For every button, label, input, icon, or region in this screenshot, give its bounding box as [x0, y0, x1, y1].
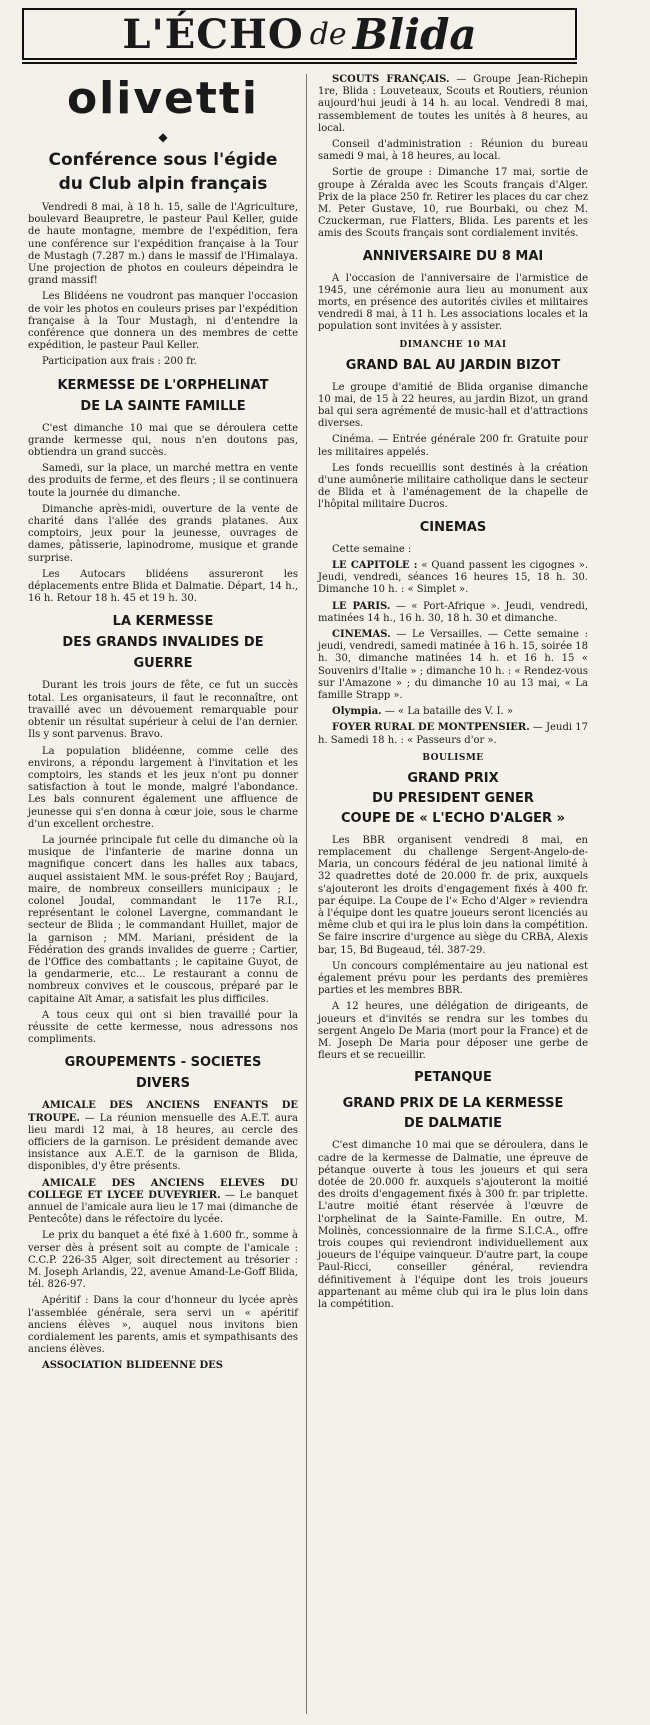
invalides-headline: [28, 611, 298, 674]
groupements-headline-line1: GROUPEMENTS - SOCIETES: [64, 1055, 262, 1071]
grand-prix-paragraph: Les BBR organisent vendredi 8 mai, en remplacement du challenge Sergent-Angelo-de-Maria, un concours fédéral de jeu national limité à 32 quadrettes doté de 20.000 fr. de prix, auxquels s'ajouteront les droits d'engagement fixés à 400 fr. par équipe. La Coupe de l'« Echo d'Alger » reviendra à l'équipe dont les quatre joueurs seront licenciés au même club et qui ira le plus loin dans la compétition. Se faire inscrire d'urgence au siège du CRBA, Alexis bar, 15, Bd Bugeaud, tél. 387-29.: [318, 834, 588, 956]
scouts-paragraph: [318, 74, 588, 135]
cinema-name: CINEMAS.: [332, 628, 391, 640]
cinema-listing: [318, 706, 588, 718]
petanque-headline: [318, 1094, 588, 1134]
cinema-listing: [318, 629, 588, 702]
anniversaire-headline: ANNIVERSAIRE DU 8 MAI: [362, 248, 544, 264]
amicale-lycee: [28, 1178, 298, 1227]
kermesse-paragraph: Les Autocars blidéens assureront les déplacements entre Blida et Dalmatie. Départ, 14 h., 16 h. Retour 18 h. 45 et 19 h. 30.: [28, 568, 298, 605]
cinema-listing: [318, 560, 588, 597]
column-separator: [306, 74, 307, 1714]
grand-prix-headline: [318, 769, 588, 829]
petanque-headline-line1: GRAND PRIX DE LA KERMESSE: [342, 1096, 564, 1112]
grand-prix-paragraph: A 12 heures, une délégation de dirigeants, de joueurs et d'invités se rendra sur les tombes du sergent Angelo De Maria (mort pour la France) et de M. Joseph De Maria pour déposer une gerbe de fleurs et se recueillir.: [318, 1001, 588, 1062]
invalides-headline-line3: GUERRE: [133, 656, 193, 672]
bal-paragraph: Les fonds recueillis sont destinés à la création d'une aumônerie militaire catholique dans le secteur de Blida et à l'aménagement de la chapelle de l'hôpital militaire Ducros.: [318, 462, 588, 511]
anniversaire-paragraph: A l'occasion de l'anniversaire de l'armistice de 1945, une cérémonie aura lieu au monument aux morts, en présence des autorités civiles et militaires vendredi 8 mai, à 11 h. Les associations locales et la population sont invitées à y assister.: [318, 272, 588, 333]
scouts-text: — Groupe Jean-Richepin 1re, Blida : Louveteaux, Scouts et Routiers, réunion aujourd'hui jeudi à 14 h. au local. Vendredi 8 mai, rassemblement de toutes les unités à 8 heures, au local.: [318, 74, 588, 134]
amicale-enfants-troupe-text: — La réunion mensuelle des A.E.T. aura lieu mardi 12 mai, à 18 heures, au cercle des officiers de la garnison. Le président demande avec insistance aux A.E.T. de la garnison de Blida, disponibles, d'y être présents.: [28, 1112, 298, 1173]
amicale-enfants-troupe-lead: AMICALE DES ANCIENS ENFANTS DE TROUPE.: [28, 1100, 298, 1124]
conference-paragraph: Vendredi 8 mai, à 18 h. 15, salle de l'Agriculture, boulevard Beaupretre, le pasteur Paul Keller, guide de haute montagne, membre de l'expédition, fera une conférence sur l'expédition française à la Tour de Mustagh (7.287 m.) dans le massif de l'Himalaya. Une projection de photos en couleurs dépeindra le grand massif!: [28, 202, 298, 287]
invalides-paragraph: La population blidéenne, comme celle des environs, a répondu largement à l'invitation et les comptoirs, les stands et les jeux n'ont pu donner satisfaction à tout le monde, malgré l'abondance. Les bals connurent également une affluence de jeunesse qui s'en donna à cœur joie, sous le charme d'un excellent orchestre.: [28, 745, 298, 830]
groupements-headline: [28, 1052, 298, 1094]
petanque-paragraph: C'est dimanche 10 mai que se déroulera, dans le cadre de la kermesse de Dalmatie, une épreuve de pétanque ouverte à tous les joueurs et qui sera dotée de 20.000 fr. auxquels s'ajouteront la moitié des droits d'engagement fixés à 300 fr. par triplette. L'autre moitié étant réservée à l'œuvre de l'orphelinat de la Sainte-Famille. En outre, M. Molinès, concessionnaire de la firme S.I.C.A., offre trois coupes qui reviendront individuellement aux joueurs de l'équipe vainqueur. D'autre part, la coupe Paul-Ricci, conseiller général, reviendra définitivement à l'équipe dont les trois joueurs appartenant au même club qui ira le plus loin dans la compétition.: [318, 1140, 588, 1311]
cinema-name: LE PARIS.: [332, 600, 391, 612]
cinema-name: FOYER RURAL DE MONTPENSIER.: [332, 722, 530, 734]
amicale-lycee-paragraph: Le prix du banquet a été fixé à 1.600 fr., somme à verser dès à présent soit au compte de l'amicale : C.C.P. 226-35 Alger, soit directement au trésorier : M. Joseph Arlandis, 22, avenue Amand-Le-Goff Blida, tél. 826-97.: [28, 1230, 298, 1291]
grand-prix-headline-line3: COUPE DE « L'ECHO D'ALGER »: [341, 810, 565, 826]
invalides-paragraph: Durant les trois jours de fête, ce fut un succès total. Les organisateurs, il faut le reconnaître, ont travaillé avec un dévouement remarquable pour obtenir un résultat supérieur à celui de l'an dernier. Ils y sont parvenus. Bravo.: [28, 680, 298, 741]
cinema-text: — « La bataille des V. I. »: [384, 706, 514, 718]
conference-headline-line1: Conférence sous l'égide: [48, 150, 278, 170]
kermesse-headline-line1: KERMESSE DE L'ORPHELINAT: [57, 377, 269, 393]
ornament-diamond-icon: ◆: [158, 130, 168, 144]
masthead-title-part2: de: [309, 16, 347, 52]
conference-paragraph: Participation aux frais : 200 fr.: [42, 356, 197, 368]
olivetti-ad: olivetti: [66, 73, 260, 124]
kermesse-paragraph: C'est dimanche 10 mai que se déroulera cette grande kermesse qui, nous n'en doutons pas, obtiendra un grand succès.: [28, 422, 298, 459]
cinema-text: — Le Versailles. — Cette semaine : jeudi, vendredi, samedi matinée à 16 h. 15, soirée 18 h. 30, dimanche matinées 14 h. et 16 h. 15 « Souvenirs d'Italie » ; dimanche 10 h. : « Rendez-vous sur l'Amazone » ; du dimanche 10 au 13 mai, « La famille Strapp ».: [318, 628, 588, 701]
amicale-enfants-troupe: [28, 1100, 298, 1173]
masthead-rule: [22, 62, 577, 64]
kermesse-paragraph: Samedi, sur la place, un marché mettra en vente des produits de ferme, et des fleurs ; il se continuera toute la journée du dimanche.: [28, 463, 298, 499]
cinema-text: — Jeudi 17 h. Samedi 18 h. : « Passeurs d'or ».: [318, 722, 588, 746]
amicale-lycee-text: — Le banquet annuel de l'amicale aura lieu le 17 mai (dimanche de Pentecôte) dans le réfectoire du lycée.: [28, 1189, 298, 1226]
scouts-paragraph: Sortie de groupe : Dimanche 17 mai, sortie de groupe à Zéralda avec les Scouts français d'Alger. Prix de la place 250 fr. Retirer les places du car chez M. Peter Gustave, 10, rue Bourbaki, ou chez M. Czuckerman, rue Flatters, Blida. Les parents et les amis des Scouts français sont cordialement invités.: [318, 167, 588, 240]
bal-headline: GRAND BAL AU JARDIN BIZOT: [345, 357, 561, 373]
cinema-text: — « Port-Afrique ». Jeudi, vendredi, matinées 14 h., 16 h. 30, 18 h. 30 et dimanche.: [318, 600, 588, 624]
cinema-listing: [318, 722, 588, 746]
conference-paragraph: Les Blidéens ne voudront pas manquer l'occasion de voir les photos en couleurs prises par l'expédition française à la Tour Mustagh, ni d'entendre la conférence que donnera un des membres de cette expédition, le pasteur Paul Keller.: [28, 291, 298, 352]
conference-headline: [28, 148, 298, 196]
amicale-lycee-lead: AMICALE DES ANCIENS ELEVES DU COLLEGE ET LYCEE DUVEYRIER.: [28, 1177, 298, 1201]
bal-paragraph: Le groupe d'amitié de Blida organise dimanche 10 mai, de 15 à 22 heures, au jardin Bizot, un grand bal qui sera agrémenté de music-hall et d'attractions diverses.: [318, 381, 588, 430]
masthead-title-part3: Blida: [352, 9, 477, 59]
amicale-lycee-paragraph: Apéritif : Dans la cour d'honneur du lycée après l'assemblée générale, sera servi un « apéritif anciens élèves », auquel nous invitons bien cordialement les parents, amis et sympathisants des anciens élèves.: [28, 1295, 298, 1356]
petanque-kicker: PETANQUE: [414, 1070, 492, 1086]
kermesse-orphelinat-headline: [28, 375, 298, 417]
association-blideenne: [28, 1360, 298, 1372]
conference-headline-line2: du Club alpin français: [58, 174, 268, 194]
boulisme-kicker: BOULISME: [422, 752, 484, 763]
scouts-lead: SCOUTS FRANÇAIS.: [332, 74, 450, 85]
right-column: [318, 74, 588, 1315]
cinemas-intro: Cette semaine :: [332, 543, 412, 555]
cinema-name: Olympia.: [332, 706, 382, 718]
masthead: [22, 8, 577, 60]
kermesse-paragraph: Dimanche après-midi, ouverture de la vente de charité dans l'allée des grands platanes. Aux comptoirs, jeux pour la jeunesse, ouvrages de dames, pâtisserie, lapinodrome, musique et grande surprise.: [28, 503, 298, 564]
association-blideenne-lead: ASSOCIATION BLIDEENNE DES: [42, 1360, 223, 1372]
grand-prix-headline-line2: DU PRESIDENT GENER: [372, 790, 534, 806]
groupements-headline-line2: DIVERS: [136, 1076, 190, 1092]
invalides-paragraph: La journée principale fut celle du dimanche où la musique de l'infanterie de marine donna un magnifique concert dans les halles aux tabacs, auquel assistaient MM. le sous-préfet Roy ; Baujard, maire, de nombreux conseillers municipaux ; le colonel Joudal, commandant le 117e R.I., représentant le colonel Lavergne, commandant le secteur de Blida ; le commandant Huillet, major de la garnison ; MM. Mariani, président de la Fédération des grands invalides de guerre ; Cartier, de l'Office des combattants ; le capitaine Guyot, de la gendarmerie, etc... Le restaurant a connu de nombreux convives et le couscous, préparé par le capitaine Aït Amar, a satisfait les plus difficiles.: [28, 834, 298, 1005]
invalides-headline-line2: DES GRANDS INVALIDES DE: [62, 635, 264, 651]
kermesse-headline-line2: DE LA SAINTE FAMILLE: [80, 398, 246, 414]
invalides-paragraph: A tous ceux qui ont si bien travaillé pour la réussite de cette kermesse, nous adressons nos compliments.: [28, 1009, 298, 1046]
cinema-listing: [318, 601, 588, 625]
bal-kicker: DIMANCHE 10 MAI: [399, 339, 507, 350]
scouts-paragraph: Conseil d'administration : Réunion du bureau samedi 9 mai, à 18 heures, au local.: [318, 139, 588, 163]
masthead-title-part1: L'ÉCHO: [122, 10, 304, 58]
grand-prix-headline-line1: GRAND PRIX: [407, 770, 499, 786]
cinemas-headline: CINEMAS: [419, 519, 487, 535]
grand-prix-paragraph: Un concours complémentaire au jeu national est également prévu pour les perdants des premières parties et les membres BBR.: [318, 960, 588, 997]
cinema-name: LE CAPITOLE :: [332, 559, 418, 571]
left-column: [28, 74, 298, 1377]
cinema-text: « Quand passent les cigognes ». Jeudi, vendredi, séances 16 heures 15, 18 h. 30. Dimanche 10 h. : « Simplet ».: [318, 559, 588, 596]
invalides-headline-line1: LA KERMESSE: [112, 614, 214, 630]
bal-paragraph: Cinéma. — Entrée générale 200 fr. Gratuite pour les militaires appelés.: [318, 434, 588, 458]
petanque-headline-line2: DE DALMATIE: [404, 1116, 502, 1132]
